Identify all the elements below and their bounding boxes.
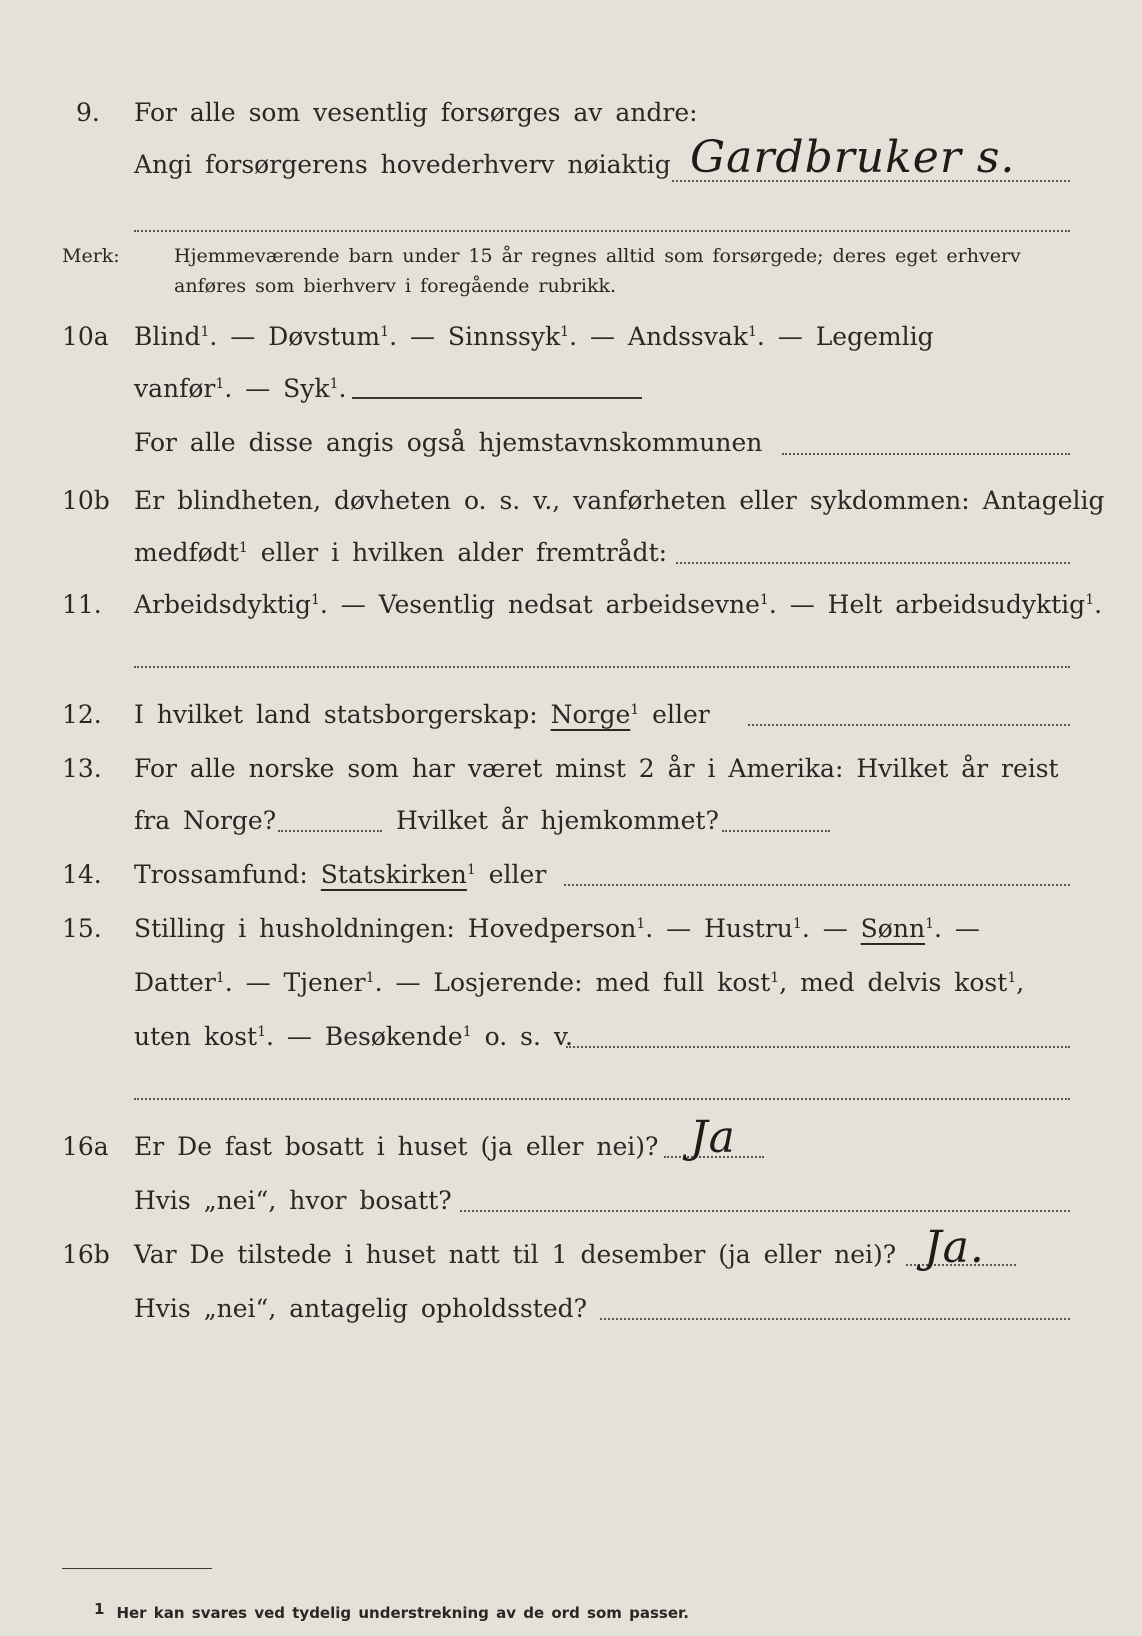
q15-line2: Datter$^1$. — Tjener$^1$. — Losjerende: med full kost$^1$, med delvis kost$^1$, [134,968,1025,997]
q15-answer-line [566,1046,1070,1048]
q13-reist-line [278,830,382,832]
footnote-mark: 1 [94,1600,105,1618]
q16b-opholdssted-line [600,1318,1070,1320]
q11-answer-line [134,666,1070,668]
q16b-handwritten-answer: Ja. [924,1222,985,1273]
q12-underlined-answer: Norge [550,700,631,729]
q9-extra-line [134,230,1070,232]
q12-answer-line [748,724,1070,726]
q16b-line2: Hvis „nei“, antagelig opholdssted? [134,1294,588,1323]
footnote-rule [62,1568,212,1569]
q16a-line2: Hvis „nei“, hvor bosatt? [134,1186,452,1215]
q13-line2a: fra Norge? [134,806,277,835]
q10a-line3: For alle disse angis også hjemstavnskommunen [134,428,763,457]
q13-hjemkommet-line [722,830,830,832]
q16a-line1: Er De fast bosatt i huset (ja eller nei)? [134,1132,659,1161]
q12-number: 12. [62,700,102,729]
merk-line1: Hjemmeværende barn under 15 år regnes alltid som forsørgede; deres eget erhverv [174,245,1021,267]
q10b-line2: medfødt$^1$ eller i hvilken alder fremtrådt: [134,538,668,567]
q16a-handwritten-answer: Ja [690,1112,736,1163]
q15-underlined-answer: Sønn [860,914,926,943]
q14-number: 14. [62,860,102,889]
q14-answer-line [564,884,1070,886]
q9-line1: For alle som vesentlig forsørges av andre: [134,98,698,127]
q10a-answer-line [352,397,642,399]
q16b-line1: Var De tilstede i huset natt til 1 desember (ja eller nei)? [134,1240,897,1269]
q10b-number: 10b [62,486,110,515]
q10b-answer-line [676,562,1070,564]
q13-line1: For alle norske som har været minst 2 år i Amerika: Hvilket år reist [134,754,1059,783]
q14-underlined-answer: Statskirken [320,860,467,889]
merk-label: Merk: [62,245,120,267]
q15-extra-line [134,1098,1070,1100]
q10a-line1: Blind$^1$. — Døvstum$^1$. — Sinnssyk$^1$. — Andssvak$^1$. — Legemlig [134,322,934,351]
q13-number: 13. [62,754,102,783]
q9-handwritten-answer: Gardbruker s. [690,132,1016,183]
q16b-number: 16b [62,1240,110,1269]
q11-line1: Arbeidsdyktig$^1$. — Vesentlig nedsat arbeidsevne$^1$. — Helt arbeidsudyktig$^1$. [134,590,1103,619]
q14-line1: Trossamfund: Statskirken$^1$ eller [134,860,547,889]
q10a-hjemstavn-line [782,453,1070,455]
q9-line2: Angi forsørgerens hovederhverv nøiaktig [134,150,671,179]
q9-number: 9. [76,98,100,127]
q10a-line2: vanfør$^1$. — Syk$^1$. [134,374,347,403]
footnote-text: Her kan svares ved tydelig understrekning av de ord som passer. [116,1604,689,1622]
footnote [94,1600,689,1622]
q15-number: 15. [62,914,102,943]
merk-line2: anføres som bierhverv i foregående rubrikk. [174,275,617,297]
q15-line1: Stilling i husholdningen: Hovedperson$^1$. — Hustru$^1$. — Sønn$^1$. — [134,914,980,943]
q11-number: 11. [62,590,102,619]
q15-line3: uten kost$^1$. — Besøkende$^1$ o. s. v. [134,1022,573,1051]
q16a-number: 16a [62,1132,109,1161]
q12-line1: I hvilket land statsborgerskap: Norge$^1$ eller [134,700,710,729]
q13-line2b: Hvilket år hjemkommet? [396,806,719,835]
q10b-line1: Er blindheten, døvheten o. s. v., vanførheten eller sykdommen: Antagelig [134,486,1105,515]
q10a-number: 10a [62,322,109,351]
q16a-bosatt-line [460,1210,1070,1212]
